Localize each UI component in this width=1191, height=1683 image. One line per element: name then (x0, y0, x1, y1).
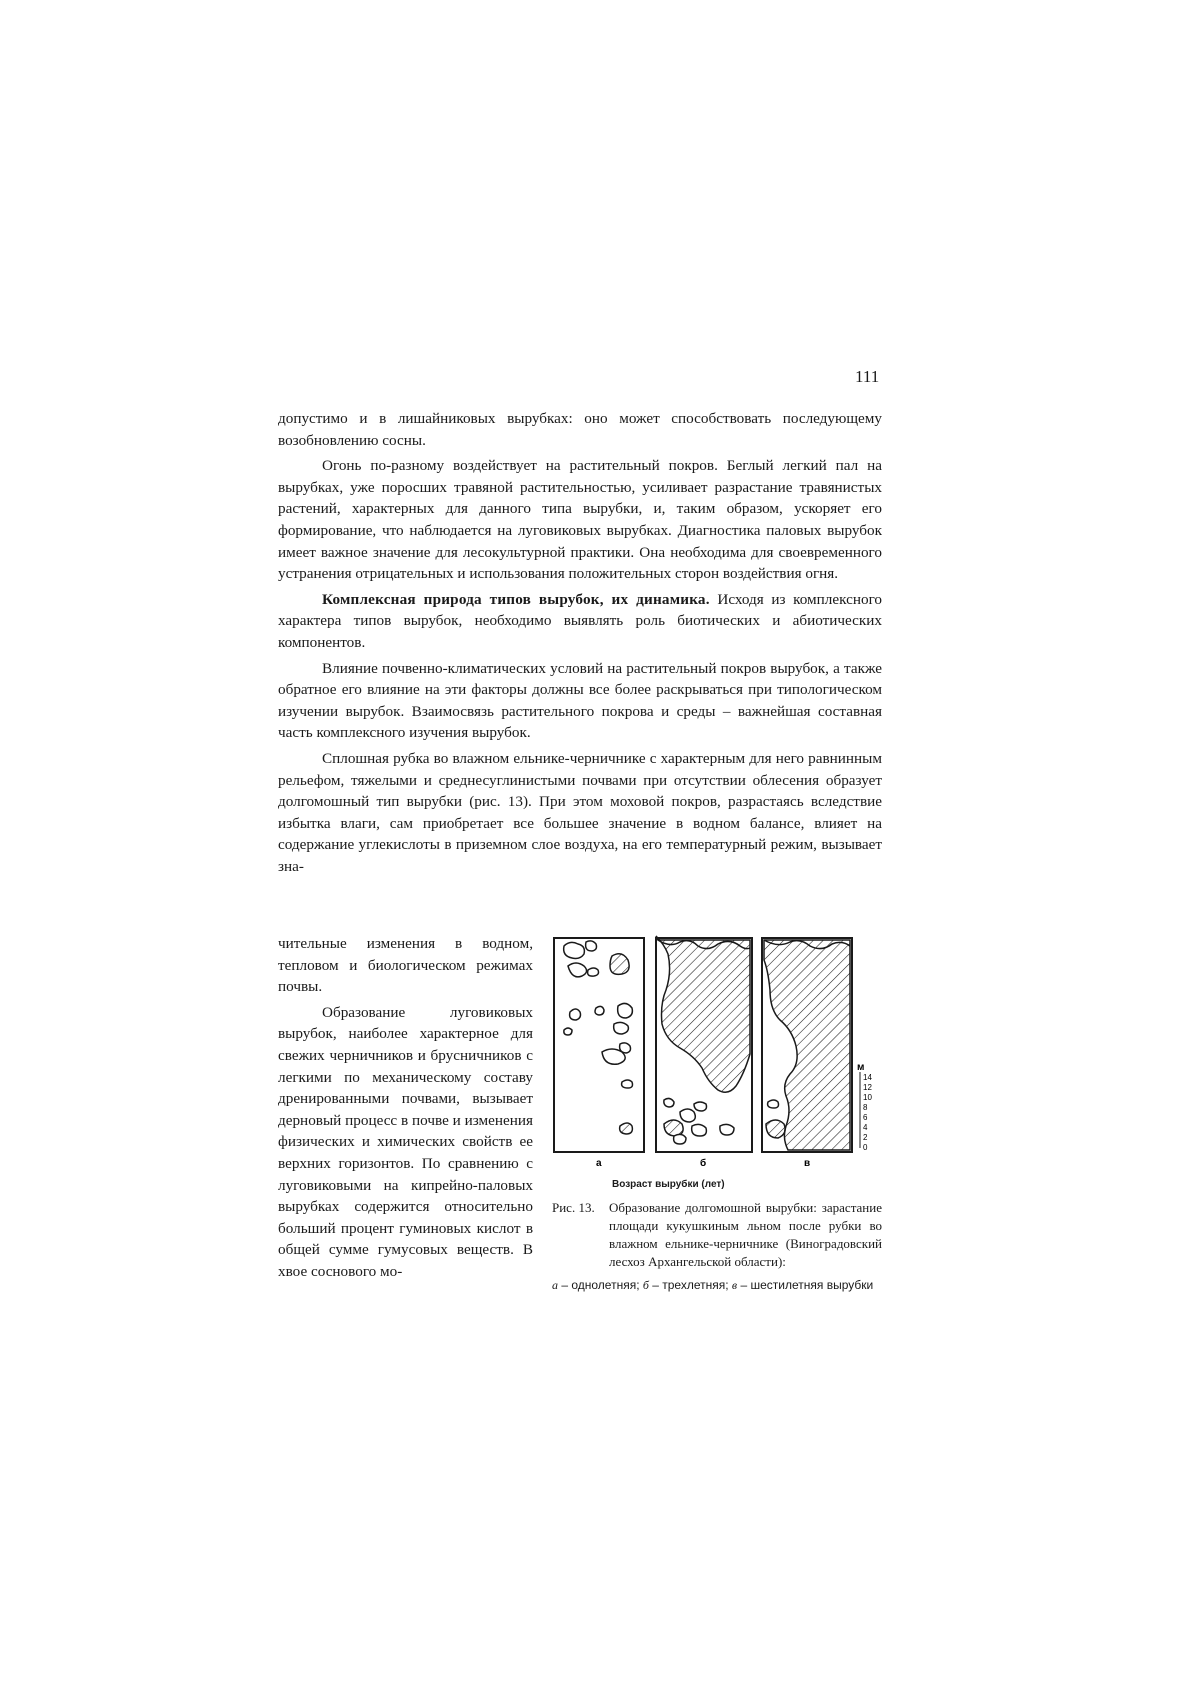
paragraph: чительные изменения в водном, тепловом и биологическом режимах почвы. (278, 935, 533, 996)
tick-label: 4 (863, 1123, 868, 1132)
panel-label-c: в (804, 1158, 811, 1169)
tick-label: 0 (863, 1143, 868, 1152)
tick-label: 6 (863, 1113, 868, 1122)
tick-label: 12 (863, 1083, 872, 1092)
figure-13 (552, 934, 882, 1170)
paragraph: Влияние почвенно-климатических условий на растительный покров вырубок, а также обратное его влияние на эти факторы должны все более раскрываться при типологическом изучении вырубок. Взаимосвязь растительного покрова и среды – важнейшая составная часть комплексного изучения вырубок. (278, 659, 882, 742)
legend-text: – шестилетняя вырубки (737, 1278, 874, 1292)
caption-text: Образование долгомошной вырубки: зарастание площади кукушкиным льном после рубки во влажном ельнике-черничнике (Виноградовский лесхоз Архангельской области): (609, 1200, 882, 1269)
caption-label: Рис. 13. (552, 1200, 595, 1215)
legend-letter: в (731, 1278, 738, 1292)
panel-b (656, 936, 752, 1152)
paragraph: допустимо и в лишайниковых вырубках: оно может способствовать последующему возобновлению сосны. (278, 410, 882, 449)
legend-letter: а (552, 1278, 558, 1292)
tick-label: 8 (863, 1103, 868, 1112)
panel-c (762, 938, 852, 1152)
paragraph (278, 589, 882, 654)
paragraph: Образование луговиковых вырубок, наиболее характерное для свежих черничников и брусничников с легкими по механическому составу дренированными почвами, вызывает дерновый процесс в почве и изменения физических и химических свойств ее верхних горизонтов. По сравнению с луговиковыми на кипрейно-паловых вырубках содержится относительно больший процент гуминовых кислот в общей сумме гумусовых веществ. В хвое соснового мо- (278, 1003, 533, 1280)
section-heading: Комплексная природа типов вырубок, их динамика. (322, 590, 710, 608)
caption-legend (552, 1277, 882, 1294)
page-number: 111 (855, 367, 880, 386)
paragraph: Сплошная рубка во влажном ельнике-черничнике с характерным для него равнинным рельефом, тяжелыми и среднесуглинистыми почвами при отсутствии облесения образует долгомошный тип вырубки (рис. 13). При этом моховой покров, разрастаясь вследствие избытка влаги, сам приобретает все большее значение в водном балансе, влияет на содержание углекислоты в приземном слое воздуха, на его температурный режим, вызывает зна- (278, 749, 882, 875)
tick-label: 2 (863, 1133, 868, 1142)
figure-drawing (552, 934, 882, 1170)
legend-text: – трехлетняя; (648, 1278, 732, 1292)
paragraph: Огонь по-разному воздействует на растительный покров. Беглый легкий пал на вырубках, уже поросших травяной растительностью, усиливает разрастание травянистых растений, характерных для данного типа вырубки, и, таким образом, ускоряет его формирование, что наблюдается на луговиковых вырубках. Диагностика паловых вырубок имеет важное значение для лесокультурной практики. Она необходима для своевременного устранения отрицательных и использования положительных сторон воздействия огня. (278, 457, 882, 583)
legend-text: – однолетняя; (558, 1278, 643, 1292)
tick-label: 10 (863, 1093, 872, 1102)
panel-label-b: б (700, 1158, 707, 1169)
figure-axis-title: Возраст вырубки (лет) (612, 1179, 725, 1190)
scale-unit: м (857, 1062, 865, 1073)
panel-label-a: а (596, 1158, 602, 1169)
panel-a (554, 938, 644, 1152)
tick-label: 14 (863, 1073, 872, 1082)
legend-letter: б (642, 1278, 649, 1292)
figure-caption (552, 1199, 882, 1294)
paragraph-body: Исходя из комплексного характера типов вырубок, необходимо выявлять роль биотических и абиотических компонентов. (278, 590, 883, 651)
main-text (278, 408, 882, 881)
scale-ticks (857, 1062, 872, 1152)
side-text (278, 933, 533, 1287)
